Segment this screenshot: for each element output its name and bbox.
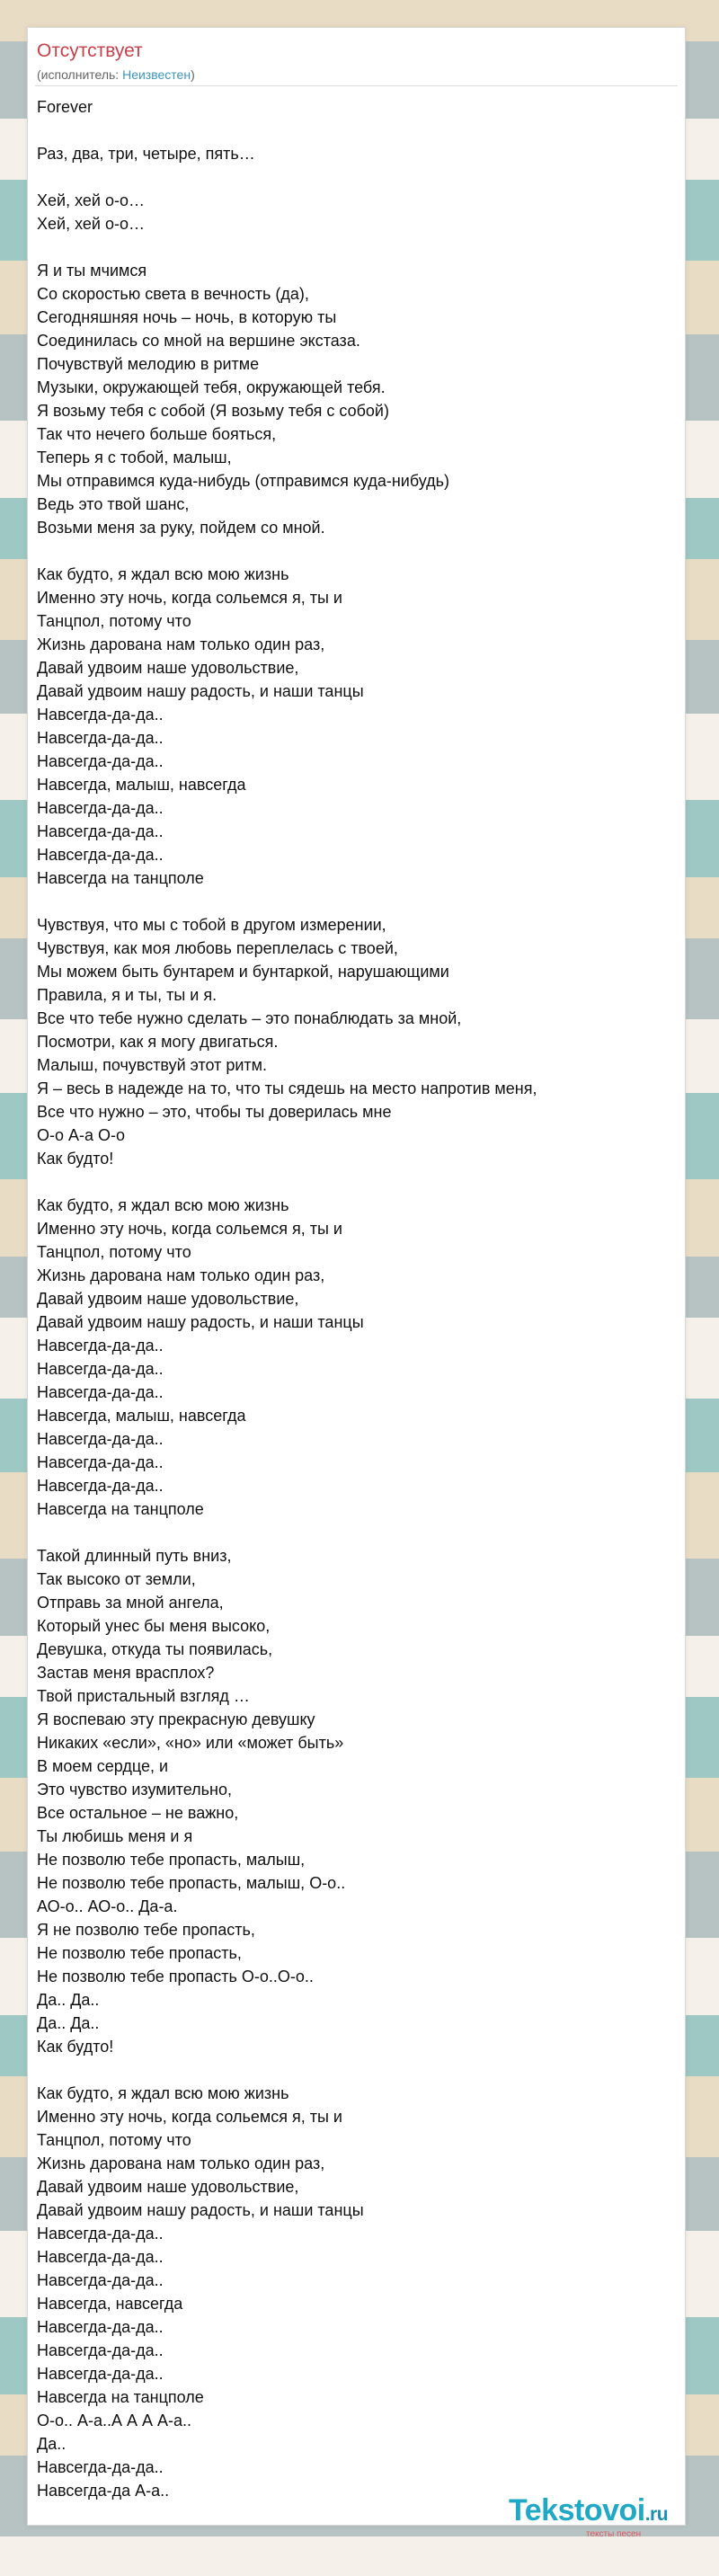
lyrics-line: Навсегда, навсегда — [37, 2295, 183, 2313]
lyrics-line: Так высоко от земли, — [37, 1570, 196, 1588]
lyrics-line: Мы отправимся куда-нибудь (отправимся куда-нибудь) — [37, 472, 450, 490]
lyrics-blank-line — [37, 539, 666, 563]
lyrics-line: Девушка, откуда ты появилась, — [37, 1640, 273, 1658]
lyrics-line: Жизнь дарована нам только один раз, — [37, 635, 325, 653]
lyrics-line: Давай удвоим наше удовольствие, — [37, 659, 299, 677]
lyrics-line: Давай удвоим нашу радость, и наши танцы — [37, 1313, 364, 1331]
logo-name: Tekstovoi — [509, 2493, 645, 2527]
lyrics-line: Навсегда, малыш, навсегда — [37, 1407, 246, 1425]
lyrics-line: Навсегда-да-да.. — [37, 706, 164, 724]
lyrics-line: Я – весь в надежде на то, что ты сядешь на место напротив меня, — [37, 1079, 537, 1097]
logo-subtitle: тексты песен — [586, 2529, 642, 2539]
lyrics-line: Навсегда-да-да.. — [37, 799, 164, 817]
lyrics-line: Застав меня врасплох? — [37, 1664, 215, 1682]
lyrics-line: Музыки, окружающей тебя, окружающей тебя. — [37, 378, 386, 396]
lyrics-line: Навсегда на танцполе — [37, 869, 204, 887]
lyrics-line: Возьми меня за руку, пойдем со мной. — [37, 519, 325, 537]
lyrics-blank-line — [37, 2058, 666, 2082]
lyrics-line: Чувствуя, как моя любовь переплелась с твоей, — [37, 939, 398, 957]
lyrics-blank-line — [37, 165, 666, 189]
lyrics-line: Малыш, почувствуй этот ритм. — [37, 1056, 268, 1074]
lyrics-line: Мы можем быть бунтарем и бунтаркой, нарушающими — [37, 963, 449, 981]
lyrics-blank-line — [37, 235, 666, 259]
lyrics-line: Именно эту ночь, когда сольемся я, ты и — [37, 589, 342, 607]
lyrics-line: Навсегда-да-да.. — [37, 2365, 164, 2383]
lyrics-line: Хей, хей о-о… — [37, 191, 145, 209]
lyrics-line: Навсегда-да-да.. — [37, 1337, 164, 1355]
lyrics-line: Все что нужно – это, чтобы ты доверилась мне — [37, 1103, 392, 1121]
lyrics-blank-line — [37, 890, 666, 913]
lyrics-line: Навсегда-да-да.. — [37, 822, 164, 840]
lyrics-line: Давай удвоим наше удовольствие, — [37, 1290, 299, 1308]
lyrics-line: Как будто, я ждал всю мою жизнь — [37, 2084, 289, 2102]
lyrics-line: Навсегда-да-да.. — [37, 1477, 164, 1495]
lyrics-line: Теперь я с тобой, малыш, — [37, 449, 232, 466]
lyrics-line: Давай удвоим нашу радость, и наши танцы — [37, 2201, 364, 2219]
lyrics-line: Такой длинный путь вниз, — [37, 1547, 232, 1565]
lyrics-line: Я не позволю тебе пропасть, — [37, 1921, 255, 1939]
lyrics-line: Отправь за мной ангела, — [37, 1594, 224, 1612]
lyrics-line: О-о А-а О-о — [37, 1126, 126, 1144]
lyrics-body — [37, 95, 666, 2502]
lyrics-line: Навсегда-да-да.. — [37, 1453, 164, 1471]
song-title: Отсутствует — [37, 40, 143, 61]
lyrics-line: Навсегда на танцполе — [37, 1500, 204, 1518]
lyrics-line: Правила, я и ты, ты и я. — [37, 986, 217, 1004]
lyrics-line: Соединилась со мной на вершине экстаза. — [37, 332, 360, 350]
lyrics-blank-line — [37, 1521, 666, 1544]
logo-tld: .ru — [644, 2504, 669, 2525]
lyrics-card — [27, 27, 686, 2526]
lyrics-line: Не позволю тебе пропасть О-о..О-о.. — [37, 1968, 314, 1985]
lyrics-line: Танцпол, потому что — [37, 612, 191, 630]
lyrics-line: Forever — [37, 98, 93, 116]
lyrics-line: Сегодняшняя ночь – ночь, в которую ты — [37, 308, 337, 326]
lyrics-line: Навсегда-да А-а.. — [37, 2482, 170, 2500]
lyrics-line: Раз, два, три, четыре, пять… — [37, 145, 255, 163]
lyrics-line: О-о.. А-а..А А А А-а.. — [37, 2412, 192, 2429]
lyrics-line: Танцпол, потому что — [37, 2131, 191, 2149]
lyrics-line: Ведь это твой шанс, — [37, 495, 190, 513]
lyrics-line: Я воспеваю эту прекрасную девушку — [37, 1710, 315, 1728]
lyrics-line: Навсегда-да-да.. — [37, 2458, 164, 2476]
lyrics-line: Давай удвоим нашу радость, и наши танцы — [37, 682, 364, 700]
logo-wordmark — [509, 2493, 668, 2528]
lyrics-line: Хей, хей о-о… — [37, 215, 145, 233]
lyrics-line: Навсегда-да-да.. — [37, 752, 164, 770]
lyrics-line: Давай удвоим наше удовольствие, — [37, 2178, 299, 2196]
lyrics-line: Я и ты мчимся — [37, 262, 147, 280]
lyrics-line: Жизнь дарована нам только один раз, — [37, 2154, 325, 2172]
lyrics-line: Навсегда-да-да.. — [37, 729, 164, 747]
lyrics-line: Это чувство изумительно, — [37, 1781, 232, 1799]
lyrics-line: Навсегда-да-да.. — [37, 2248, 164, 2266]
lyrics-line: Навсегда-да-да.. — [37, 2318, 164, 2336]
lyrics-line: Посмотри, как я могу двигаться. — [37, 1033, 279, 1051]
artist-suffix: ) — [191, 67, 195, 82]
lyrics-line: Со скоростью света в вечность (да), — [37, 285, 309, 303]
lyrics-line: Как будто, я ждал всю мою жизнь — [37, 565, 289, 583]
lyrics-line: Именно эту ночь, когда сольемся я, ты и — [37, 2108, 342, 2126]
lyrics-line: В моем сердце, и — [37, 1757, 169, 1775]
lyrics-line: Да.. Да.. — [37, 1991, 100, 2009]
lyrics-line: Ты любишь меня и я — [37, 1827, 193, 1845]
site-logo[interactable] — [509, 2493, 669, 2539]
lyrics-line: Навсегда-да-да.. — [37, 1383, 164, 1401]
lyrics-line: Не позволю тебе пропасть, малыш, — [37, 1851, 306, 1869]
lyrics-line: Как будто! — [37, 2038, 114, 2056]
lyrics-line: Как будто, я ждал всю мою жизнь — [37, 1196, 289, 1214]
lyrics-line: Все что тебе нужно сделать – это понаблюдать за мной, — [37, 1009, 462, 1027]
background-stripe — [0, 2536, 719, 2576]
lyrics-line: Да.. — [37, 2435, 67, 2453]
lyrics-line: Навсегда, малыш, навсегда — [37, 776, 246, 794]
lyrics-line: Навсегда-да-да.. — [37, 2341, 164, 2359]
lyrics-line: Навсегда-да-да.. — [37, 2271, 164, 2289]
lyrics-line: Не позволю тебе пропасть, — [37, 1944, 242, 1962]
lyrics-line: Не позволю тебе пропасть, малыш, О-о.. — [37, 1874, 346, 1892]
lyrics-line: Чувствуя, что мы с тобой в другом измерении, — [37, 916, 386, 934]
lyrics-line: Именно эту ночь, когда сольемся я, ты и — [37, 1220, 342, 1238]
artist-line — [37, 67, 195, 82]
lyrics-line: Никаких «если», «но» или «может быть» — [37, 1734, 344, 1752]
lyrics-line: Да.. Да.. — [37, 2014, 100, 2032]
lyrics-line: Навсегда-да-да.. — [37, 2225, 164, 2243]
lyrics-line: Так что нечего больше бояться, — [37, 425, 277, 443]
title-divider — [35, 85, 678, 86]
artist-link[interactable]: Неизвестен — [122, 67, 191, 82]
lyrics-line: Все остальное – не важно, — [37, 1804, 239, 1822]
lyrics-line: Навсегда-да-да.. — [37, 1430, 164, 1448]
lyrics-line: Танцпол, потому что — [37, 1243, 191, 1261]
lyrics-line: Который унес бы меня высоко, — [37, 1617, 271, 1635]
artist-prefix: (исполнитель: — [37, 67, 123, 82]
lyrics-line: Навсегда на танцполе — [37, 2388, 204, 2406]
lyrics-line: Навсегда-да-да.. — [37, 1360, 164, 1378]
lyrics-line: Как будто! — [37, 1150, 114, 1168]
lyrics-line: Твой пристальный взгляд … — [37, 1687, 250, 1705]
lyrics-line: Я возьму тебя с собой (Я возьму тебя с собой) — [37, 402, 389, 420]
lyrics-line: Жизнь дарована нам только один раз, — [37, 1266, 325, 1284]
lyrics-line: Почувствуй мелодию в ритме — [37, 355, 260, 373]
lyrics-line: Навсегда-да-да.. — [37, 846, 164, 864]
lyrics-blank-line — [37, 1170, 666, 1194]
lyrics-line: АО-о.. АО-о.. Да-а. — [37, 1897, 178, 1915]
lyrics-blank-line — [37, 119, 666, 142]
